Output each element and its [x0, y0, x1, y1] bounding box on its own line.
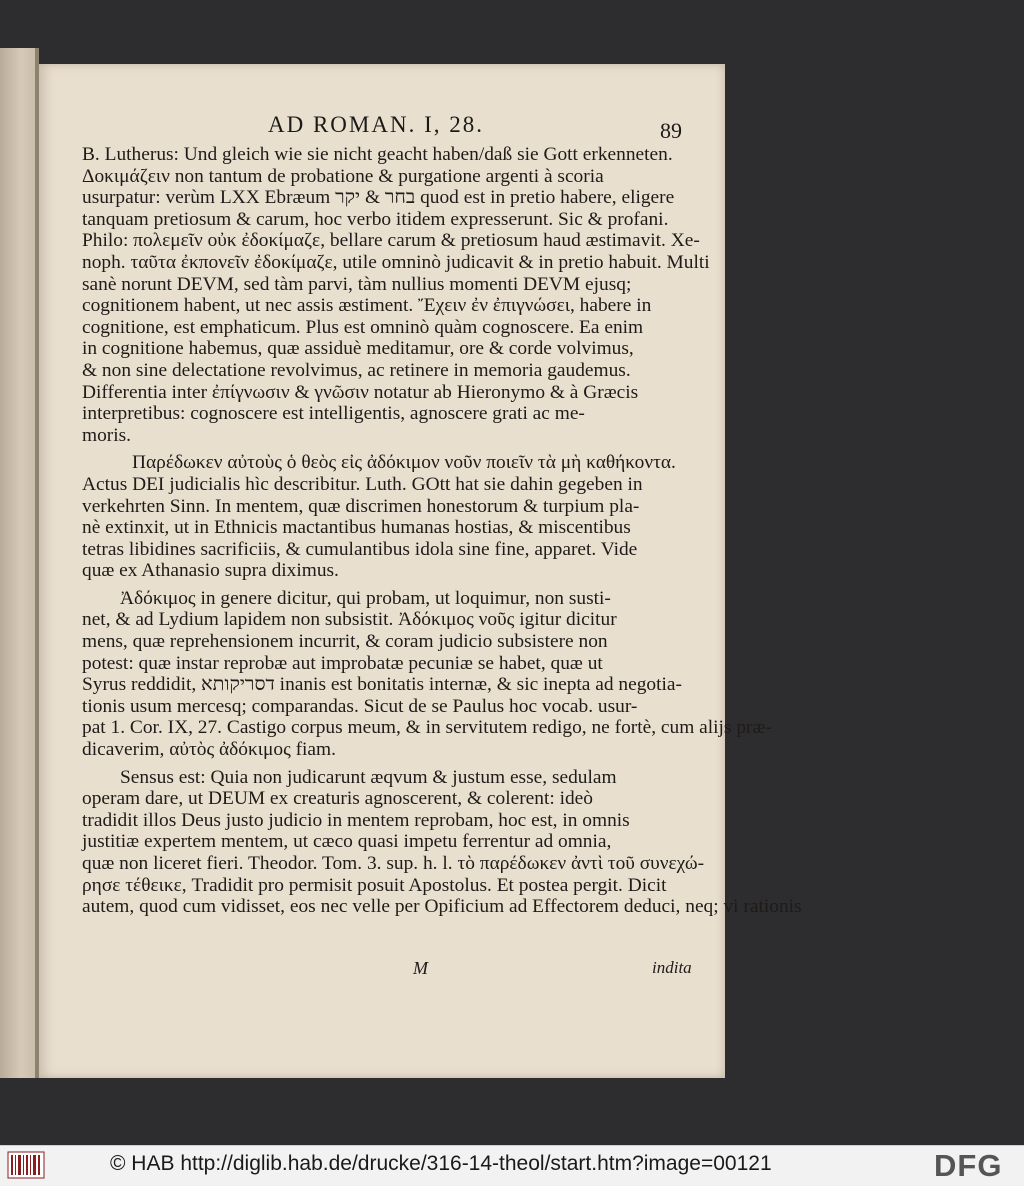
previous-page-edge — [0, 48, 38, 1078]
text-line: Differentia inter ἐπίγνωσιν & γνῶσιν notatur ab Hieronymo & à Græcis — [82, 381, 639, 403]
running-header: AD ROMAN. I, 28. — [268, 112, 484, 137]
signature-mark: M — [413, 958, 428, 978]
page-number: 89 — [660, 118, 682, 143]
text-line: interpretibus: cognoscere est intelligentis, agnoscere grati ac me- — [82, 403, 585, 425]
text-line: moris. — [82, 424, 132, 446]
text-line: Syrus reddidit, דסריקותא inanis est bonitatis internæ, & sic inepta ad negotia- — [82, 674, 682, 696]
text-line: mens, quæ reprehensionem incurrit, & coram judicio subsistere non — [82, 631, 608, 653]
text-line: cognitione, est emphaticum. Plus est omninò quàm cognoscere. Ea enim — [82, 316, 644, 338]
body-text — [82, 144, 802, 918]
hab-barcode-icon — [6, 1150, 46, 1180]
text-line: noph. ταῦτα ἐκπονεῖν ἐδοκίμαζε, utile omninò judicavit & in pretio habuit. Multi — [82, 251, 710, 273]
text-line: operam dare, ut DEUM ex creaturis agnoscerent, & colerent: ideò — [82, 788, 593, 810]
text-line: Philo: πολεμεῖν οὐκ ἐδοκίμαζε, bellare carum & pretiosum haud æstimavit. Xe- — [82, 230, 700, 252]
copyright-link[interactable]: © HAB http://diglib.hab.de/drucke/316-14-theol/start.htm?image=00121 — [110, 1152, 772, 1175]
text-line: potest: quæ instar reprobæ aut improbatæ pecuniæ se habet, quæ ut — [82, 652, 603, 674]
text-line: Actus DEI judicialis hìc describitur. Luth. GOtt hat sie dahin gegeben in — [82, 473, 643, 495]
text-line: ρησε τέθεικε, Tradidit pro permisit posuit Apostolus. Et postea pergit. Dicit — [82, 874, 667, 896]
text-line: justitiæ expertem mentem, ut cæco quasi impetu ferrentur ad omnia, — [82, 831, 612, 853]
text-line: autem, quod cum vidisset, eos nec velle per Opificium ad Effectorem deduci, neq; vi rationis — [82, 896, 802, 918]
text-line: tradidit illos Deus justo judicio in mentem reprobam, hoc est, in omnis — [82, 809, 630, 831]
text-line: Δοκιμάζειν non tantum de probatione & purgatione argenti à scoria — [82, 165, 604, 187]
text-line: in cognitione habemus, quæ assiduè meditamur, ore & corde volvimus, — [82, 338, 634, 360]
text-line: nè extinxit, ut in Ethnicis mactantibus humanas hostias, & miscentibus — [82, 517, 631, 539]
text-line: quæ non liceret fieri. Theodor. Tom. 3. sup. h. l. τὸ παρέδωκεν ἀντὶ τοῦ συνεχώ- — [82, 853, 705, 874]
text-line: sanè norunt DEVM, sed tàm parvi, tàm nullius momenti DEVM ejusq; — [82, 273, 632, 295]
text-line: Sensus est: Quia non judicarunt æqvum & justum esse, sedulam — [120, 766, 617, 788]
text-line: dicaverim, αὐτὸς ἀδόκιμος fiam. — [82, 739, 336, 761]
catchword: indita — [652, 958, 692, 977]
text-line: net, & ad Lydium lapidem non subsistit. Ἀδόκιμος νοῦς igitur dicitur — [82, 609, 617, 631]
text-line: Παρέδωκεν αὐτοὺς ὁ θεὸς εἰς ἀδόκιμον νοῦν ποιεῖν τὰ μὴ καθήκοντα. — [132, 452, 676, 474]
text-line: cognitionem habent, ut nec assis æstiment. Ἔχειν ἐν ἐπιγνώσει, habere in — [82, 295, 652, 317]
text-line: tanquam pretiosum & carum, hoc verbo itidem expresserunt. Sic & profani. — [82, 208, 669, 230]
text-line: B. Lutherus: Und gleich wie sie nicht geacht haben/daß sie Gott erkenneten. — [82, 144, 673, 165]
text-line: tetras libidines sacrificiis, & cumulantibus idola sine fine, apparet. Vide — [82, 538, 638, 560]
text-line: Ἀδόκιμος in genere dicitur, qui probam, ut loquimur, non susti- — [120, 587, 611, 609]
text-line: usurpatur: verùm LXX Ebræum בחר & יקר quod est in pretio habere, eligere — [82, 187, 675, 209]
text-line: verkehrten Sinn. In mentem, quæ discrimen honestorum & turpium pla- — [82, 495, 640, 517]
text-line: & non sine delectatione revolvimus, ac retinere in memoria gaudemus. — [82, 359, 631, 381]
text-line: pat 1. Cor. IX, 27. Castigo corpus meum, & in servitutem redigo, ne fortè, cum alijs præ- — [82, 717, 772, 739]
dfg-logo: DFG — [934, 1148, 1003, 1183]
text-line: quæ ex Athanasio supra diximus. — [82, 560, 339, 582]
text-line: tionis usum mercesq; comparandas. Sicut de se Paulus hoc vocab. usur- — [82, 695, 638, 717]
